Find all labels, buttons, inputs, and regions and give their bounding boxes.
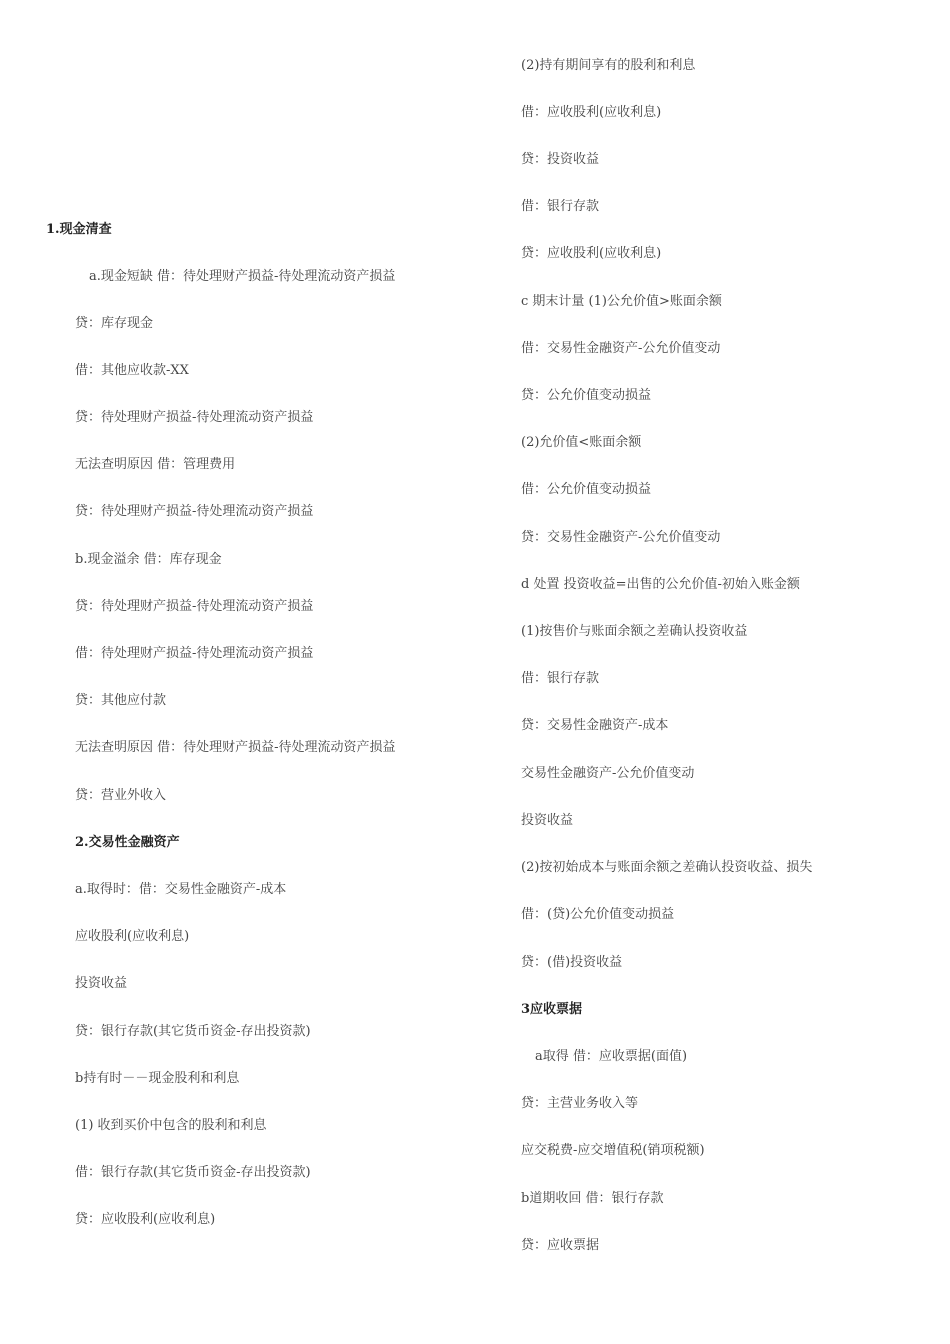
text-line: 贷：(借)投资收益	[521, 955, 623, 970]
text-line: 借：银行存款	[521, 671, 600, 686]
text-line: b.现金溢余 借：库存现金	[75, 552, 222, 567]
text-line: 贷：营业外收入	[75, 788, 167, 803]
text-line: c 期末计量 (1)公允价值>账面余额	[521, 294, 722, 309]
text-line: 借：公允价值变动损益	[521, 482, 652, 497]
section-heading-notes-receivable: 3应收票据	[521, 1002, 583, 1017]
text-line: a取得 借：应收票据(面值)	[535, 1049, 688, 1064]
text-line: 借：其他应收款-XX	[75, 363, 189, 378]
text-line: b持有时－－现金股利和利息	[75, 1071, 240, 1086]
text-line: 投资收益	[521, 813, 574, 828]
text-line: 贷：库存现金	[75, 316, 154, 331]
text-line: 贷：公允价值变动损益	[521, 388, 652, 403]
text-line: 借：银行存款(其它货币资金-存出投资款)	[75, 1165, 311, 1180]
text-line: 交易性金融资产-公允价值变动	[521, 766, 695, 781]
text-line: 贷：应收股利(应收利息)	[75, 1212, 216, 1227]
text-line: (1) 收到买价中包含的股利和利息	[75, 1118, 267, 1133]
text-line: a.取得时：借：交易性金融资产-成本	[75, 882, 287, 897]
text-line: 贷：应收股利(应收利息)	[521, 246, 662, 261]
section-heading-trading-assets: 2.交易性金融资产	[75, 835, 180, 850]
text-line: (1)按售价与账面余额之差确认投资收益	[521, 624, 748, 639]
text-line: 借：(贷)公允价值变动损益	[521, 907, 675, 922]
text-line: 贷：待处理财产损益-待处理流动资产损益	[75, 504, 314, 519]
text-line: 贷：应收票据	[521, 1238, 600, 1253]
text-line: 贷：主营业务收入等	[521, 1096, 639, 1111]
text-line: 贷：交易性金融资产-公允价值变动	[521, 530, 721, 545]
text-line: 贷：银行存款(其它货币资金-存出投资款)	[75, 1024, 311, 1039]
text-line: 贷：交易性金融资产-成本	[521, 718, 669, 733]
text-line: 贷：投资收益	[521, 152, 600, 167]
text-line: 贷：待处理财产损益-待处理流动资产损益	[75, 599, 314, 614]
text-line: a.现金短缺 借：待处理财产损益-待处理流动资产损益	[89, 269, 396, 284]
text-line: 无法查明原因 借：待处理财产损益-待处理流动资产损益	[75, 740, 396, 755]
section-heading-cash-check: 1.现金清查	[46, 222, 112, 237]
text-line: (2)允价值<账面余额	[521, 435, 642, 450]
text-line: (2)按初始成本与账面余额之差确认投资收益、损失	[521, 860, 813, 875]
text-line: d 处置 投资收益=出售的公允价值-初始入账金额	[521, 577, 800, 592]
text-line: 应收股利(应收利息)	[75, 929, 190, 944]
text-line: 贷：其他应付款	[75, 693, 167, 708]
text-line: 借：银行存款	[521, 199, 600, 214]
text-line: 无法查明原因 借：管理费用	[75, 457, 236, 472]
text-line: 借：交易性金融资产-公允价值变动	[521, 341, 721, 356]
text-line: 贷：待处理财产损益-待处理流动资产损益	[75, 410, 314, 425]
text-line: 借：应收股利(应收利息)	[521, 105, 662, 120]
text-line: b道期收回 借：银行存款	[521, 1191, 664, 1206]
text-line: 投资收益	[75, 976, 128, 991]
text-line: (2)持有期间享有的股利和利息	[521, 58, 696, 73]
text-line: 应交税费-应交增值税(销项税额)	[521, 1143, 705, 1158]
text-line: 借：待处理财产损益-待处理流动资产损益	[75, 646, 314, 661]
